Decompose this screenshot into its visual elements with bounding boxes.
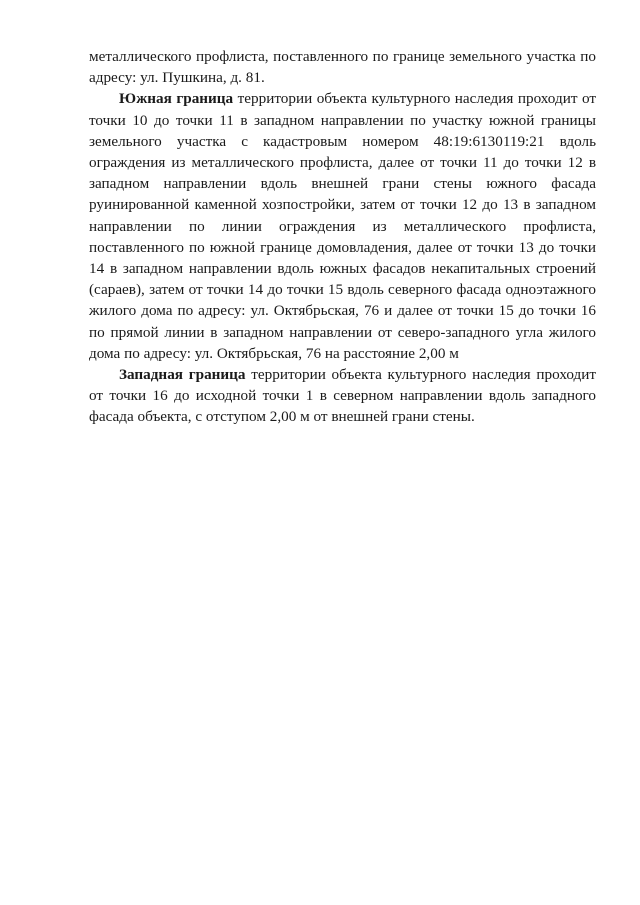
paragraph-west-border: [89, 364, 596, 428]
paragraph-continuation: металлического профлиста, поставленного по границе земельного участка по адресу: ул. Пушкина, д. 81.: [89, 48, 596, 87]
west-border-heading: Западная граница: [119, 366, 246, 384]
south-border-heading: Южная граница: [119, 90, 234, 108]
south-border-text: территории объекта культурного наследия проходит от точки 10 до точки 11 в западном направлении по участку южной границы земельного участка с кадастровым номером 48:19:6130119:21 вдоль ограждения из металлического профлиста, далее от точки 11 до точки 12 в западном направлении вдоль внешней грани стены южного фасада руинированной каменной хозпостройки, затем от точки 12 до 13 в западном направлении по линии ограждения из металлического профлиста, поставленного по южной границе домовладения, далее от точки 13 до точки 14 в западном направлении вдоль южных фасадов некапитальных строений (сараев), затем от точки 14 до точки 15 вдоль северного фасада одноэтажного жилого дома по адресу: ул. Октябрьская, 76 и далее от точки 15 до точки 16 по прямой линии в западном направлении от северо-западного угла жилого дома по адресу: ул. Октябрьская, 76 на расстояние 2,00 м: [89, 90, 596, 362]
paragraph-south-border: [89, 88, 596, 364]
document-body: [89, 46, 596, 428]
west-border-text: территории объекта культурного наследия проходит от точки 16 до исходной точки 1 в северном направлении вдоль западного фасада объекта, с отступом 2,00 м от внешней грани стены.: [89, 366, 597, 426]
